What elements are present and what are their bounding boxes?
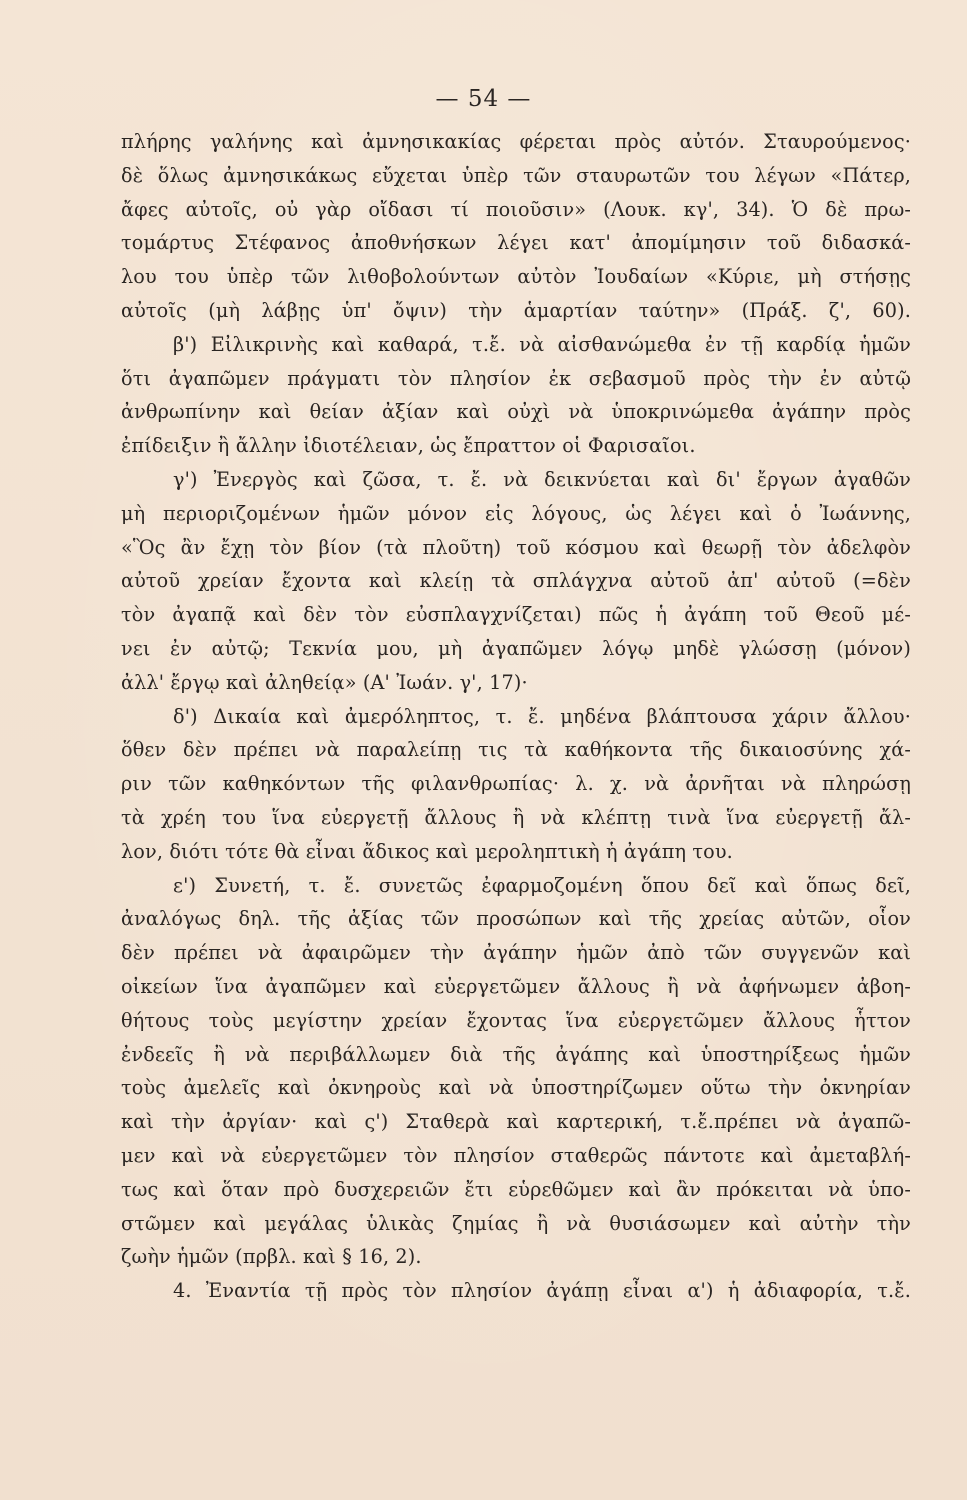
- text-line: στῶμεν καὶ μεγάλας ὑλικὰς ζημίας ἢ νὰ θυσιάσωμεν καὶ αὐτὴν τὴν: [121, 1211, 911, 1235]
- page-number: — 54 —: [435, 86, 532, 112]
- text-line: ἐπίδειξιν ἢ ἄλλην ἰδιοτέλειαν, ὡς ἔπραττον οἱ Φαρισαῖοι.: [121, 434, 696, 458]
- text-line: δ') Δικαία καὶ ἀμερόληπτος, τ. ἔ. μηδένα βλάπτουσα χάριν ἄλλου·: [173, 704, 911, 728]
- text-line: οἰκείων ἵνα ἀγαπῶμεν καὶ εὐεργετῶμεν ἄλλους ἢ νὰ ἀφήνωμεν ἀβοη-: [121, 974, 911, 998]
- text-line: μὴ περιοριζομένων ἡμῶν μόνον εἰς λόγους, ὡς λέγει καὶ ὁ Ἰωάννης,: [121, 501, 911, 525]
- text-line: αὐτοῦ χρείαν ἔχοντα καὶ κλείῃ τὰ σπλάγχνα αὐτοῦ ἀπ' αὐτοῦ (=δὲν: [121, 569, 911, 593]
- text-line: ἄφες αὐτοῖς, οὐ γὰρ οἴδασι τί ποιοῦσιν» (Λουκ. κγ', 34). Ὁ δὲ πρω-: [121, 197, 911, 221]
- text-line: καὶ τὴν ἀργίαν· καὶ ς') Σταθερὰ καὶ καρτερική, τ.ἔ.πρέπει νὰ ἀγαπῶ-: [121, 1110, 911, 1134]
- text-line: «Ὃς ἂν ἔχῃ τὸν βίον (τὰ πλοῦτη) τοῦ κόσμου καὶ θεωρῇ τὸν ἀδελφὸν: [121, 535, 911, 559]
- text-line: ἀναλόγως δηλ. τῆς ἀξίας τῶν προσώπων καὶ τῆς χρείας αὐτῶν, οἷον: [121, 907, 911, 931]
- text-line: ὅθεν δὲν πρέπει νὰ παραλείπῃ τις τὰ καθήκοντα τῆς δικαιοσύνης χά-: [121, 738, 911, 762]
- text-line: θήτους τοὺς μεγίστην χρείαν ἔχοντας ἵνα εὐεργετῶμεν ἄλλους ἧττον: [121, 1008, 911, 1032]
- text-line: 4. Ἐναντία τῇ πρὸς τὸν πλησίον ἀγάπῃ εἶναι α') ἡ ἀδιαφορία, τ.ἔ.: [173, 1279, 911, 1303]
- text-line: μεν καὶ νὰ εὐεργετῶμεν τὸν πλησίον σταθερῶς πάντοτε καὶ ἀμεταβλή-: [121, 1143, 911, 1167]
- text-line: ὅτι ἀγαπῶμεν πράγματι τὸν πλησίον ἐκ σεβασμοῦ πρὸς τὴν ἐν αὐτῷ: [121, 366, 911, 390]
- text-line: δὲ ὅλως ἀμνησικάκως εὔχεται ὑπὲρ τῶν σταυρωτῶν του λέγων «Πάτερ,: [121, 163, 911, 187]
- text-line: λον, διότι τότε θὰ εἶναι ἄδικος καὶ μεροληπτικὴ ἡ ἀγάπη του.: [121, 839, 733, 863]
- text-line: νει ἐν αὐτῷ; Τεκνία μου, μὴ ἀγαπῶμεν λόγῳ μηδὲ γλώσσῃ (μόνον): [121, 636, 911, 660]
- text-line: τὸν ἀγαπᾷ καὶ δὲν τὸν εὐσπλαγχνίζεται) πῶς ἡ ἀγάπη τοῦ Θεοῦ μέ-: [121, 603, 911, 627]
- text-line: δὲν πρέπει νὰ ἀφαιρῶμεν τὴν ἀγάπην ἡμῶν ἀπὸ τῶν συγγενῶν καὶ: [121, 941, 911, 965]
- text-line: αὐτοῖς (μὴ λάβῃς ὑπ' ὄψιν) τὴν ἁμαρτίαν ταύτην» (Πράξ. ζ', 60).: [121, 298, 911, 322]
- text-line: τοὺς ἀμελεῖς καὶ ὀκνηροὺς καὶ νὰ ὑποστηρίζωμεν οὕτω τὴν ὀκνηρίαν: [121, 1076, 911, 1100]
- text-line: β') Εἰλικρινὴς καὶ καθαρά, τ.ἔ. νὰ αἰσθανώμεθα ἐν τῇ καρδίᾳ ἡμῶν: [173, 332, 911, 356]
- text-line: τομάρτυς Στέφανος ἀποθνήσκων λέγει κατ' ἀπομίμησιν τοῦ διδασκά-: [121, 231, 911, 255]
- text-line: τως καὶ ὅταν πρὸ δυσχερειῶν ἔτι εὑρεθῶμεν καὶ ἂν πρόκειται νὰ ὑπο-: [121, 1177, 911, 1201]
- text-line: ε') Συνετή, τ. ἔ. συνετῶς ἐφαρμοζομένη ὅπου δεῖ καὶ ὅπως δεῖ,: [173, 873, 911, 897]
- text-line: ἀνθρωπίνην καὶ θείαν ἀξίαν καὶ οὐχὶ νὰ ὑποκρινώμεθα ἀγάπην πρὸς: [121, 400, 911, 424]
- text-line: πλήρης γαλήνης καὶ ἀμνησικακίας φέρεται πρὸς αὐτόν. Σταυρούμενος·: [121, 130, 911, 153]
- body-text: [121, 125, 911, 1308]
- text-line: τὰ χρέη του ἵνα εὐεργετῇ ἄλλους ἢ νὰ κλέπτῃ τινὰ ἵνα εὐεργετῇ ἄλ-: [121, 805, 911, 829]
- text-line: ἀλλ' ἔργῳ καὶ ἀληθείᾳ» (Α' Ἰωάν. γ', 17)·: [121, 670, 528, 694]
- text-line: ριν τῶν καθηκόντων τῆς φιλανθρωπίας· λ. χ. νὰ ἀρνῆται νὰ πληρώσῃ: [121, 772, 911, 796]
- text-line: ζωὴν ἡμῶν (πρβλ. καὶ § 16, 2).: [121, 1245, 422, 1269]
- text-line: ἐνδεεῖς ἢ νὰ περιβάλλωμεν διὰ τῆς ἀγάπης καὶ ὑποστηρίξεως ἡμῶν: [121, 1042, 911, 1066]
- text-line: γ') Ἐνεργὸς καὶ ζῶσα, τ. ἔ. νὰ δεικνύεται καὶ δι' ἔργων ἀγαθῶν: [173, 467, 911, 491]
- text-line: λου του ὑπὲρ τῶν λιθοβολούντων αὐτὸν Ἰουδαίων «Κύριε, μὴ στήσῃς: [121, 265, 911, 289]
